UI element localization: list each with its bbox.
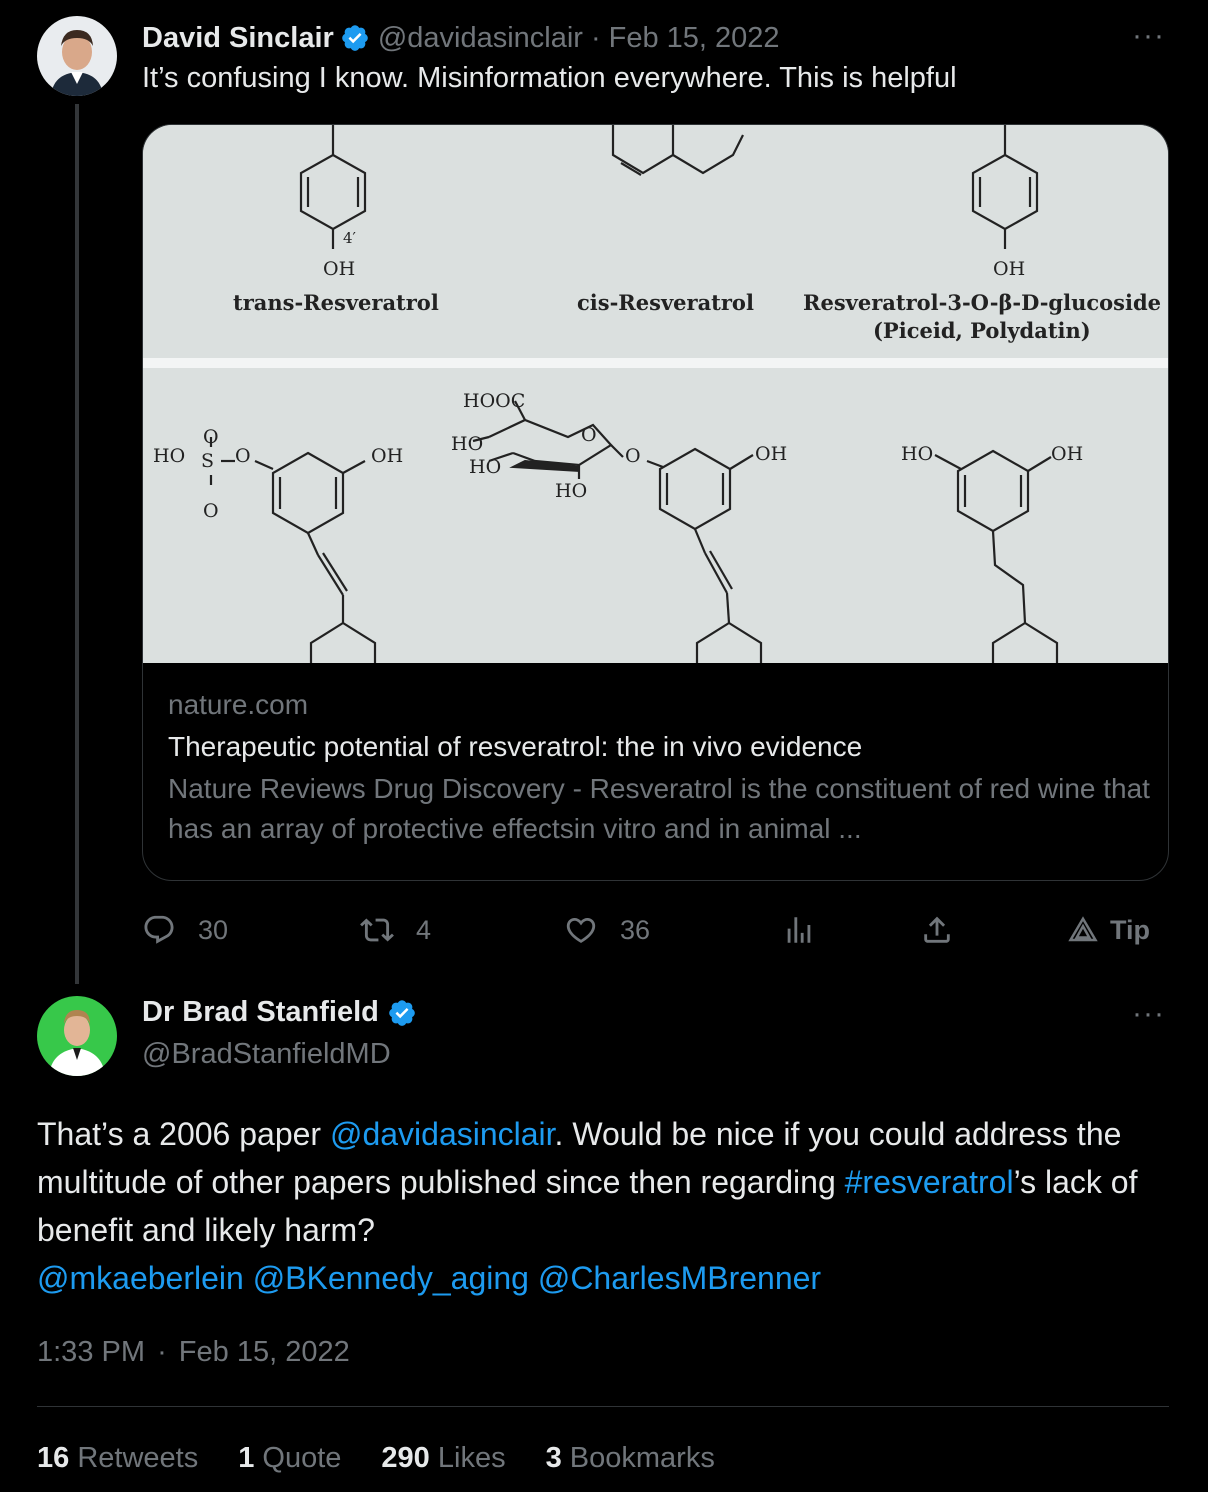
divider <box>37 1406 1169 1407</box>
bookmarks-stat[interactable] <box>546 1442 715 1475</box>
mention-link[interactable]: @davidasinclair <box>329 1116 555 1152</box>
card-info <box>168 685 1158 849</box>
svg-text:O: O <box>581 424 597 446</box>
svg-text:OH: OH <box>755 443 788 465</box>
author-handle[interactable]: @BradStanfieldMD <box>142 1038 391 1070</box>
avatar-brad-stanfield[interactable] <box>37 996 117 1076</box>
tweet1-text: It’s confusing I know. Misinformation everywhere. This is helpful <box>142 62 957 94</box>
mention-link[interactable]: @mkaeberlein <box>37 1260 244 1296</box>
thread-connector <box>75 104 79 984</box>
tweet2-text <box>37 1110 1177 1302</box>
hashtag-link[interactable]: #resveratrol <box>844 1164 1014 1200</box>
retweet-icon <box>360 913 394 947</box>
card-image <box>143 125 1169 663</box>
tip-label: Tip <box>1110 914 1150 945</box>
quote-label: Quote <box>262 1442 342 1474</box>
reply-count: 30 <box>198 914 229 945</box>
svg-text:HO: HO <box>555 480 588 502</box>
text-part: That’s a 2006 paper <box>37 1116 330 1152</box>
analytics-icon <box>782 913 816 947</box>
svg-text:O: O <box>625 445 641 467</box>
link-preview-card[interactable] <box>142 124 1169 881</box>
svg-text:OH: OH <box>993 258 1026 280</box>
resveratrol-structures-figure <box>143 125 1169 663</box>
svg-text:HOOC: HOOC <box>463 390 526 412</box>
tweet1-action-bar <box>142 905 1162 955</box>
share-icon <box>920 913 954 947</box>
views-button[interactable] <box>782 905 816 955</box>
quote-stat[interactable] <box>238 1442 341 1475</box>
svg-text:HO: HO <box>153 445 186 467</box>
more-options-icon[interactable]: ··· <box>1132 997 1165 1030</box>
author-name[interactable]: David Sinclair <box>142 21 334 54</box>
svg-text:O: O <box>203 500 219 522</box>
heart-icon <box>564 913 598 947</box>
like-count: 36 <box>620 914 651 945</box>
author-handle[interactable]: @davidasinclair <box>377 21 583 54</box>
text-part: ’s lack of benefit and likely harm? <box>37 1164 1138 1248</box>
like-button[interactable] <box>564 905 650 955</box>
retweet-count: 4 <box>416 914 432 945</box>
label-resveratrol-glucoside: Resveratrol-3-O-β-D-glucoside <box>803 290 1161 315</box>
svg-text:HO: HO <box>901 443 934 465</box>
svg-text:HO: HO <box>469 456 502 478</box>
label-trans-resveratrol: trans-Resveratrol <box>233 290 439 315</box>
likes-count: 290 <box>381 1442 430 1474</box>
share-button[interactable] <box>920 905 954 955</box>
bookmarks-count: 3 <box>545 1442 562 1474</box>
more-options-icon[interactable]: ··· <box>1132 19 1165 52</box>
quote-count: 1 <box>238 1442 255 1474</box>
svg-text:HO: HO <box>451 433 484 455</box>
author-name[interactable]: Dr Brad Stanfield <box>142 996 379 1028</box>
tweet-stats <box>37 1442 755 1475</box>
tweet-timestamp[interactable] <box>37 1336 350 1369</box>
likes-stat[interactable] <box>381 1442 505 1475</box>
tip-button[interactable] <box>1068 905 1150 955</box>
tweet-time: 1:33 PM <box>37 1336 145 1368</box>
reply-icon <box>142 913 176 947</box>
card-description: Nature Reviews Drug Discovery - Resveratrol is the constituent of red wine that has an array of protective effectsin vitro and in animal ... <box>168 773 1150 844</box>
svg-text:O: O <box>235 445 251 467</box>
tweet-date[interactable]: Feb 15, 2022 <box>608 21 780 54</box>
tip-triangle-icon <box>1068 915 1098 945</box>
tweet-date: Feb 15, 2022 <box>178 1336 350 1368</box>
svg-text:4′: 4′ <box>343 229 356 247</box>
separator-dot: · <box>590 21 601 54</box>
verified-badge-icon <box>340 23 370 53</box>
card-domain: nature.com <box>168 689 309 720</box>
mention-link[interactable]: @CharlesMBrenner <box>537 1260 822 1296</box>
separator-dot: · <box>157 1336 167 1368</box>
retweets-count: 16 <box>37 1442 70 1474</box>
likes-label: Likes <box>437 1442 506 1474</box>
retweets-stat[interactable] <box>37 1442 198 1475</box>
tweet1-header <box>142 18 780 58</box>
retweet-button[interactable] <box>360 905 431 955</box>
mention-link[interactable]: @BKennedy_aging <box>252 1260 529 1296</box>
card-title: Therapeutic potential of resveratrol: the in vivo evidence <box>168 731 863 762</box>
reply-button[interactable] <box>142 905 228 955</box>
svg-text:OH: OH <box>371 445 404 467</box>
avatar-david-sinclair[interactable] <box>37 16 117 96</box>
label-cis-resveratrol: cis-Resveratrol <box>577 290 754 315</box>
tweet2-author <box>142 996 425 1029</box>
bookmarks-label: Bookmarks <box>569 1442 715 1474</box>
retweets-label: Retweets <box>77 1442 199 1474</box>
svg-text:OH: OH <box>1051 443 1084 465</box>
verified-badge-icon <box>387 998 417 1028</box>
svg-text:S: S <box>201 450 215 472</box>
label-piceid-polydatin: (Piceid, Polydatin) <box>873 318 1091 343</box>
svg-text:O: O <box>203 426 219 448</box>
text-part: . Would be nice if you could address the multitude of other papers published since then regarding <box>37 1116 1122 1200</box>
svg-text:OH: OH <box>323 258 356 280</box>
